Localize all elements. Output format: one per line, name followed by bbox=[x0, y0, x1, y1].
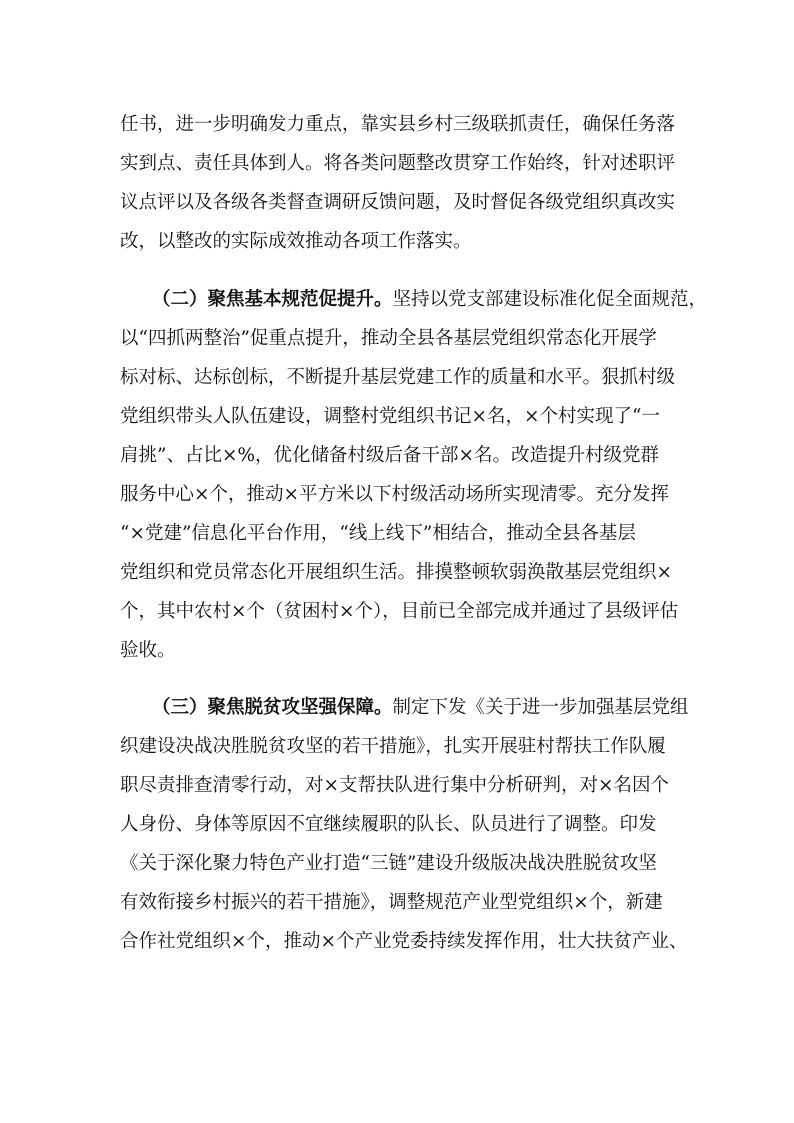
paragraph-3-line-6: 有效衔接乡村振兴的若干措施》，调整规范产业型党组织×个，新建 bbox=[120, 892, 663, 913]
paragraph-3-line-5: 《关于深化聚力特色产业打造“三链”建设升级版决战决胜脱贫攻坚 bbox=[120, 853, 657, 874]
paragraph-3-heading: （三）聚焦脱贫攻坚强保障。 bbox=[152, 697, 393, 718]
paragraph-3-line-7: 合作社党组织×个，推动×个产业党委持续发挥作用，壮大扶贫产业、 bbox=[120, 931, 688, 952]
paragraph-2-line-5: 肩挑”、占比×%，优化储备村级后备干部×名。改造提升村级党群 bbox=[120, 445, 660, 466]
paragraph-1-line-3: 议点评以及各级各类督查调研反馈问题，及时督促各级党组织真改实 bbox=[120, 192, 676, 213]
paragraph-1-line-1: 任书，进一步明确发力重点，靠实县乡村三级联抓责任，确保任务落 bbox=[120, 114, 676, 135]
paragraph-3-line-3: 职尽责排查清零行动，对×支帮扶队进行集中分析研判，对×名因个 bbox=[120, 775, 670, 796]
paragraph-2-heading: （二）聚焦基本规范促提升。 bbox=[152, 289, 393, 310]
paragraph-2-line-6: 服务中心×个，推动×平方米以下村级活动场所实现清零。充分发挥 bbox=[120, 484, 670, 505]
paragraph-3-line-2: 织建设决战决胜脱贫攻坚的若干措施》，扎实开展驻村帮扶工作队履 bbox=[120, 736, 666, 757]
paragraph-1-line-4: 改，以整改的实际成效推动各项工作落实。 bbox=[120, 231, 472, 252]
paragraph-3-line-4: 人身份、身体等原因不宜继续履职的队长、队员进行了调整。印发 bbox=[120, 814, 657, 835]
paragraph-2-line-10: 验收。 bbox=[120, 640, 176, 661]
paragraph-2-line-7: “×党建”信息化平台作用，“线上线下”相结合，推动全县各基层 bbox=[120, 523, 636, 544]
paragraph-2-line-4: 党组织带头人队伍建设，调整村党组织书记×名，×个村实现了“一 bbox=[120, 406, 660, 427]
paragraph-1-line-2: 实到点、责任具体到人。将各类问题整改贯穿工作始终，针对述职评 bbox=[120, 153, 676, 174]
paragraph-2-first-line-text: 坚持以党支部建设标准化促全面规范， bbox=[392, 289, 708, 310]
paragraph-2-line-1 bbox=[0, 285, 794, 315]
paragraph-2-line-8: 党组织和党员常态化开展组织生活。排摸整顿软弱涣散基层党组织× bbox=[120, 562, 673, 583]
paragraph-3-first-line-text: 制定下发《关于进一步加强基层党组 bbox=[392, 697, 689, 718]
paragraph-2-line-3: 标对标、达标创标，不断提升基层党建工作的质量和水平。狠抓村级 bbox=[120, 367, 676, 388]
paragraph-3-line-1 bbox=[0, 693, 794, 723]
paragraph-2-line-2: 以“四抓两整治”促重点提升，推动全县各基层党组织常态化开展学 bbox=[120, 328, 657, 349]
paragraph-2-line-9: 个，其中农村×个（贫困村×个），目前已全部完成并通过了县级评估 bbox=[120, 601, 679, 622]
